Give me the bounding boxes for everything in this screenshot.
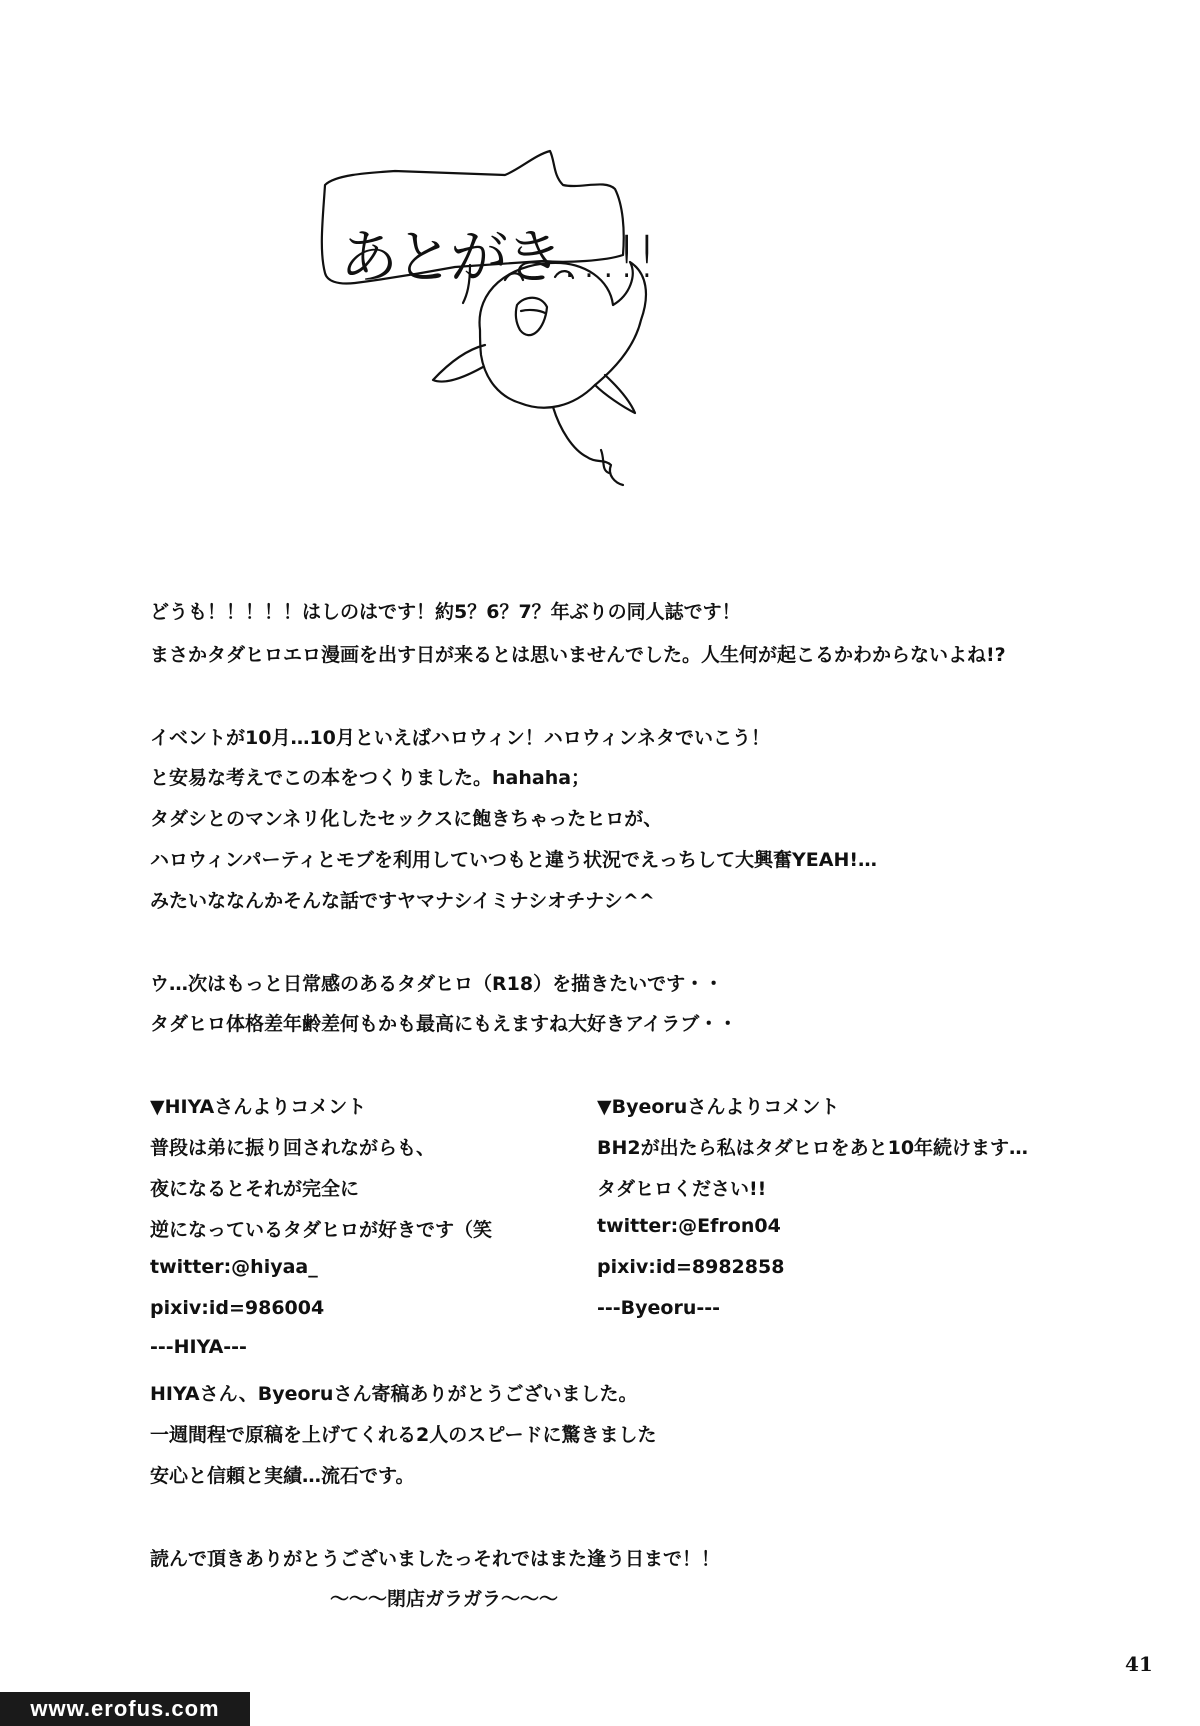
hiya-comment-line-3: 逆になっているタダヒロが好きです（笑 <box>150 1219 493 1241</box>
page-number: 41 <box>1125 1652 1153 1676</box>
hiya-signature: ---HIYA--- <box>150 1336 247 1358</box>
byeoru-comment-heading: ▼Byeoruさんよりコメント <box>597 1096 840 1118</box>
hiya-pixiv: pixiv:id=986004 <box>150 1297 325 1319</box>
story-line-3: タダシとのマンネリ化したセックスに飽きちゃったヒロが、 <box>150 808 663 830</box>
byeoru-twitter: twitter:@Efron04 <box>597 1215 781 1237</box>
byeoru-comment-line-2: タダヒロください!! <box>597 1178 767 1200</box>
chick-speech-bubble-illustration <box>305 145 805 565</box>
hiya-comment-line-2: 夜になるとそれが完全に <box>150 1178 360 1200</box>
site-watermark-link[interactable]: www.erofus.com <box>0 1692 250 1726</box>
closing-sign-off: ～～～閉店ガラガラ～～～ <box>330 1588 559 1610</box>
thanks-line-3: 安心と信頼と実績…流石です。 <box>150 1465 415 1487</box>
story-line-2: と安易な考えでこの本をつくりました。hahaha； <box>150 767 591 789</box>
byeoru-pixiv: pixiv:id=8982858 <box>597 1256 785 1278</box>
thanks-line-2: 一週間程で原稿を上げてくれる2人のスピードに驚きました <box>150 1424 657 1446</box>
chick-beak-line-icon <box>521 310 545 313</box>
afterword-title: あとがき…!! <box>340 223 656 291</box>
chick-beak-icon <box>516 298 547 335</box>
intro-line-2: まさかタダヒロエロ漫画を出す日が来るとは思いませんでした。人生何が起こるかわからないよね!? <box>150 644 1006 666</box>
hiya-comment-line-1: 普段は弟に振り回されながらも、 <box>150 1137 436 1159</box>
story-line-5: みたいななんかそんな話ですヤマナシイミナシオチナシ^^ <box>150 890 655 912</box>
next-line-1: ウ…次はもっと日常感のあるタダヒロ（R18）を描きたいです・・ <box>150 973 724 995</box>
intro-line-1: どうも！！！！！はしのはです！約5？6？7？年ぶりの同人誌です！ <box>150 601 741 623</box>
thanks-line-1: HIYAさん、Byeoruさん寄稿ありがとうございました。 <box>150 1383 638 1405</box>
byeoru-signature: ---Byeoru--- <box>597 1297 721 1319</box>
byeoru-comment-line-1: BH2が出たら私はタダヒロをあと10年続けます… <box>597 1137 1029 1159</box>
chick-left-wing-icon <box>433 345 485 382</box>
hiya-twitter: twitter:@hiyaa_ <box>150 1256 318 1278</box>
chick-tail-icon <box>553 407 623 485</box>
story-line-4: ハロウィンパーティとモブを利用していつもと違う状況でえっちして大興奮YEAH!… <box>150 849 878 871</box>
hiya-comment-heading: ▼HIYAさんよりコメント <box>150 1096 367 1118</box>
story-line-1: イベントが10月…10月といえばハロウィン！ハロウィンネタでいこう！ <box>150 727 771 749</box>
next-line-2: タダヒロ体格差年齢差何もかも最高にもえますね大好きアイラブ・・ <box>150 1013 738 1035</box>
closing-line: 読んで頂きありがとうございましたっそれではまた逢う日まで！！ <box>150 1548 721 1570</box>
